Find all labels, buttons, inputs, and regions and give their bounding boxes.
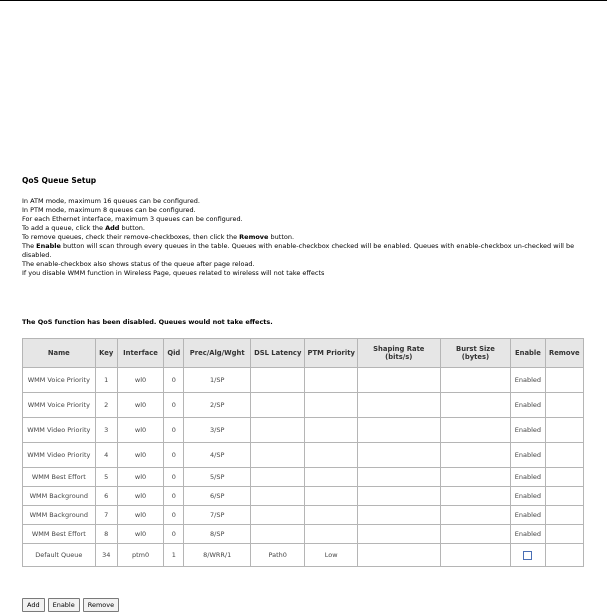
cell-key: 1 [95, 368, 117, 393]
table-row [23, 443, 584, 468]
info-line: The enable-checkbox also shows status of the queue after page reload. [22, 260, 255, 268]
table-row [23, 525, 584, 544]
qos-queue-table [22, 338, 584, 567]
cell-ptm-priority [305, 525, 357, 544]
cell-enable-status: Enabled [511, 393, 545, 418]
table-row [23, 468, 584, 487]
cell-enable-status: Enabled [511, 525, 545, 544]
info-text-part: The [22, 242, 37, 250]
cell-key: 4 [95, 443, 117, 468]
cell-key: 5 [95, 468, 117, 487]
cell-dsl-latency [250, 487, 304, 506]
top-rule [0, 0, 607, 1]
cell-prec: 3/SP [184, 418, 251, 443]
cell-enable-status: Enabled [511, 368, 545, 393]
cell-prec: 8/SP [184, 525, 251, 544]
cell-ptm-priority [305, 487, 357, 506]
cell-interface: wl0 [117, 368, 163, 393]
col-header-enable: Enable [511, 339, 545, 368]
cell-prec: 2/SP [184, 393, 251, 418]
cell-burst-size [440, 487, 511, 506]
cell-interface: wl0 [117, 487, 163, 506]
cell-qid: 1 [164, 544, 184, 567]
info-text-part: button. [268, 233, 295, 241]
action-buttons [22, 598, 119, 612]
cell-burst-size [440, 393, 511, 418]
cell-enable-status: Enabled [511, 506, 545, 525]
cell-shaping-rate [357, 418, 440, 443]
cell-shaping-rate [357, 506, 440, 525]
cell-dsl-latency [250, 525, 304, 544]
cell-prec: 1/SP [184, 368, 251, 393]
cell-interface: wl0 [117, 525, 163, 544]
cell-dsl-latency [250, 443, 304, 468]
cell-dsl-latency [250, 506, 304, 525]
cell-ptm-priority [305, 393, 357, 418]
info-line: If you disable WMM function in Wireless Page, queues related to wireless will not take effects [22, 269, 325, 277]
cell-shaping-rate [357, 487, 440, 506]
cell-name: WMM Voice Priority [23, 393, 96, 418]
cell-burst-size [440, 525, 511, 544]
qos-disabled-warning: The QoS function has been disabled. Queues would not take effects. [22, 318, 273, 326]
col-header-shaping-rate: Shaping Rate (bits/s) [357, 339, 440, 368]
cell-enable-status: Enabled [511, 443, 545, 468]
info-text-part: button will scan through every queues in the table. Queues with enable-checkbox checked will be enabled. Queues with enable-checkbox un-checked will be disabled. [22, 242, 575, 259]
col-header-burst-size: Burst Size (bytes) [440, 339, 511, 368]
cell-name: WMM Best Effort [23, 525, 96, 544]
cell-qid: 0 [164, 368, 184, 393]
cell-burst-size [440, 443, 511, 468]
cell-name: WMM Best Effort [23, 468, 96, 487]
cell-key: 34 [95, 544, 117, 567]
cell-remove [545, 443, 583, 468]
cell-name: WMM Video Priority [23, 418, 96, 443]
col-header-name: Name [23, 339, 96, 368]
cell-remove [545, 368, 583, 393]
cell-shaping-rate [357, 525, 440, 544]
cell-remove [545, 468, 583, 487]
cell-ptm-priority: Low [305, 544, 357, 567]
cell-remove [545, 525, 583, 544]
cell-remove [545, 506, 583, 525]
info-line: In PTM mode, maximum 8 queues can be configured. [22, 206, 196, 214]
table-row [23, 506, 584, 525]
table-row [23, 487, 584, 506]
cell-shaping-rate [357, 468, 440, 487]
cell-name: Default Queue [23, 544, 96, 567]
info-keyword: Enable [36, 242, 61, 250]
cell-remove [545, 487, 583, 506]
cell-prec: 7/SP [184, 506, 251, 525]
enable-button[interactable]: Enable [48, 598, 80, 612]
cell-qid: 0 [164, 468, 184, 487]
cell-burst-size [440, 368, 511, 393]
cell-qid: 0 [164, 443, 184, 468]
cell-interface: ptm0 [117, 544, 163, 567]
cell-prec: 8/WRR/1 [184, 544, 251, 567]
table-row [23, 393, 584, 418]
cell-interface: wl0 [117, 393, 163, 418]
table-row-default-queue [23, 544, 584, 567]
cell-key: 7 [95, 506, 117, 525]
cell-name: WMM Voice Priority [23, 368, 96, 393]
col-header-prec: Prec/Alg/Wght [184, 339, 251, 368]
info-line [22, 224, 587, 233]
cell-dsl-latency: Path0 [250, 544, 304, 567]
info-line: In ATM mode, maximum 16 queues can be configured. [22, 197, 200, 205]
remove-button[interactable]: Remove [83, 598, 119, 612]
info-text-part: To remove queues, check their remove-checkboxes, then click the [22, 233, 240, 241]
table-header-row [23, 339, 584, 368]
cell-burst-size [440, 506, 511, 525]
col-header-key: Key [95, 339, 117, 368]
cell-qid: 0 [164, 487, 184, 506]
info-text-part: button. [119, 224, 145, 232]
cell-shaping-rate [357, 368, 440, 393]
col-header-qid: Qid [164, 339, 184, 368]
cell-prec: 6/SP [184, 487, 251, 506]
cell-ptm-priority [305, 443, 357, 468]
cell-qid: 0 [164, 418, 184, 443]
add-button[interactable]: Add [22, 598, 45, 612]
info-line: For each Ethernet interface, maximum 3 queues can be configured. [22, 215, 243, 223]
cell-enable [511, 544, 545, 567]
cell-shaping-rate [357, 393, 440, 418]
page-title: QoS Queue Setup [22, 176, 97, 185]
info-line [22, 242, 587, 260]
cell-ptm-priority [305, 418, 357, 443]
cell-prec: 4/SP [184, 443, 251, 468]
table-row [23, 418, 584, 443]
enable-checkbox[interactable] [523, 551, 532, 560]
cell-burst-size [440, 544, 511, 567]
cell-interface: wl0 [117, 443, 163, 468]
cell-shaping-rate [357, 443, 440, 468]
info-text [22, 197, 587, 278]
info-line [22, 233, 587, 242]
cell-enable-status: Enabled [511, 487, 545, 506]
cell-key: 3 [95, 418, 117, 443]
cell-remove [545, 418, 583, 443]
cell-interface: wl0 [117, 468, 163, 487]
col-header-dsl-latency: DSL Latency [250, 339, 304, 368]
col-header-ptm-priority: PTM Priority [305, 339, 357, 368]
col-header-interface: Interface [117, 339, 163, 368]
col-header-remove: Remove [545, 339, 583, 368]
cell-enable-status: Enabled [511, 468, 545, 487]
cell-remove [545, 393, 583, 418]
cell-dsl-latency [250, 418, 304, 443]
cell-ptm-priority [305, 468, 357, 487]
cell-shaping-rate [357, 544, 440, 567]
cell-qid: 0 [164, 525, 184, 544]
cell-key: 6 [95, 487, 117, 506]
info-keyword: Remove [239, 233, 269, 241]
cell-key: 8 [95, 525, 117, 544]
cell-dsl-latency [250, 468, 304, 487]
cell-qid: 0 [164, 506, 184, 525]
cell-enable-status: Enabled [511, 418, 545, 443]
cell-ptm-priority [305, 368, 357, 393]
cell-qid: 0 [164, 393, 184, 418]
cell-burst-size [440, 418, 511, 443]
info-text-part: To add a queue, click the [22, 224, 106, 232]
cell-interface: wl0 [117, 506, 163, 525]
cell-name: WMM Background [23, 487, 96, 506]
cell-ptm-priority [305, 506, 357, 525]
cell-prec: 5/SP [184, 468, 251, 487]
table-row [23, 368, 584, 393]
cell-dsl-latency [250, 368, 304, 393]
cell-burst-size [440, 468, 511, 487]
info-keyword: Add [105, 224, 120, 232]
cell-remove [545, 544, 583, 567]
cell-key: 2 [95, 393, 117, 418]
cell-dsl-latency [250, 393, 304, 418]
cell-interface: wl0 [117, 418, 163, 443]
cell-name: WMM Background [23, 506, 96, 525]
cell-name: WMM Video Priority [23, 443, 96, 468]
